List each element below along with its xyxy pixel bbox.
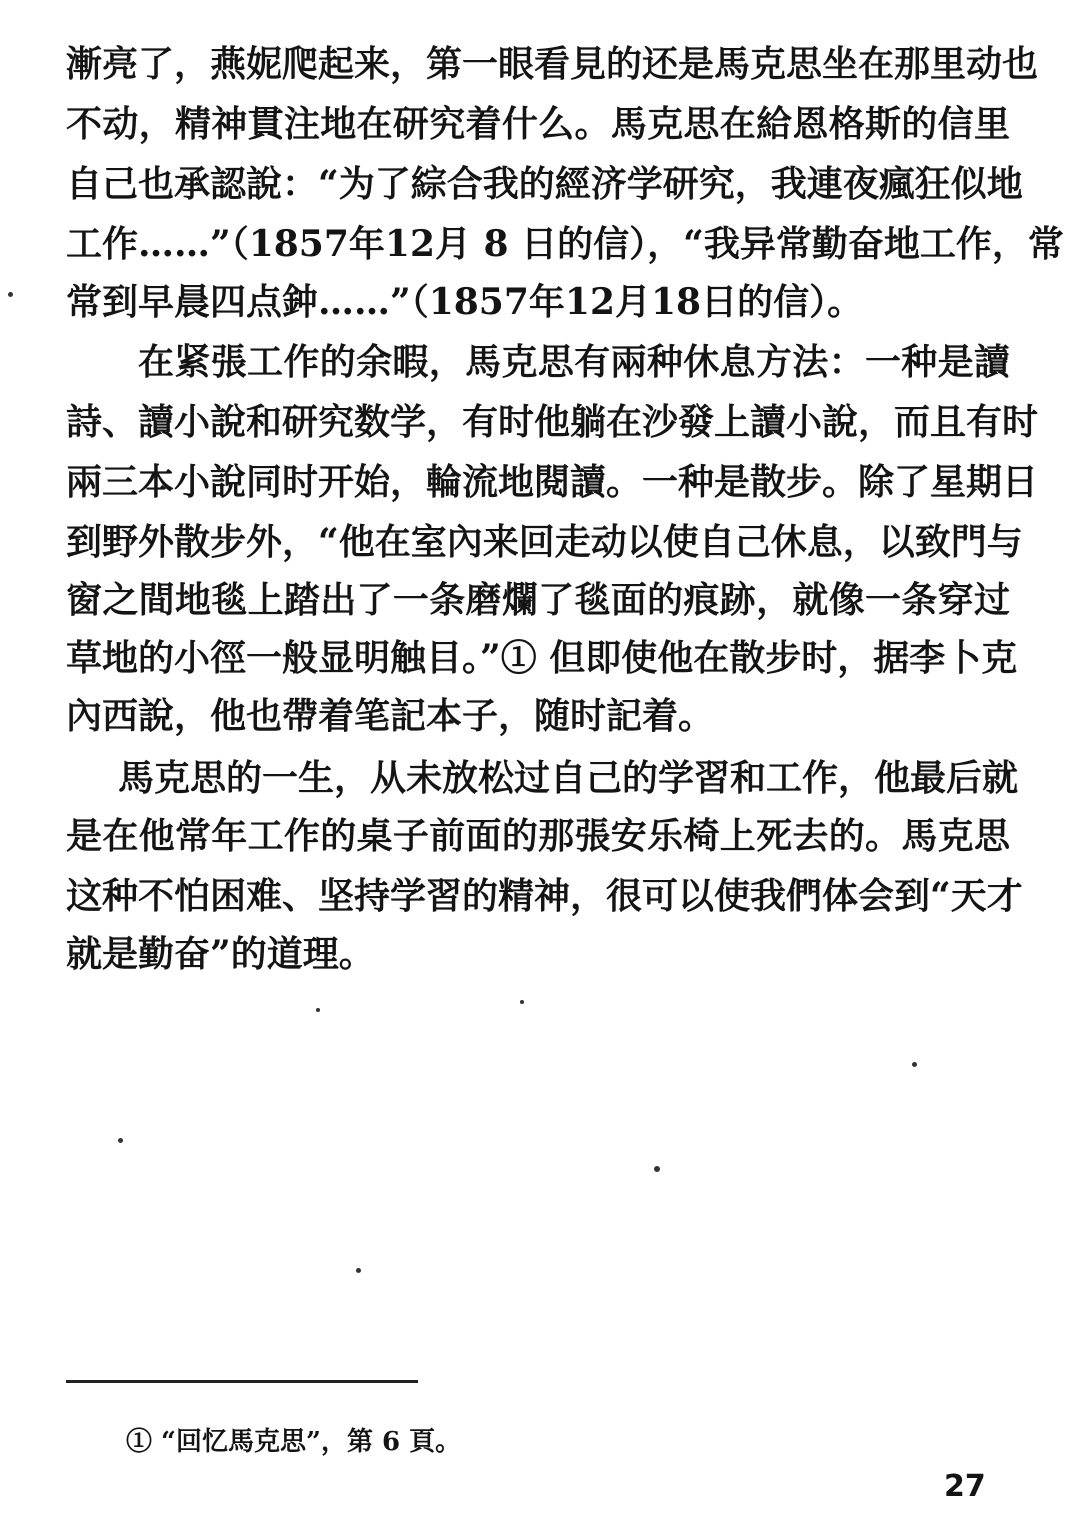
print-speck <box>316 1008 320 1012</box>
text-line: 是在他常年工作的桌子前面的那張安乐椅上死去的。馬克思 <box>66 815 1010 857</box>
text-line: 詩、讀小說和研究数学，有时他躺在沙發上讀小說，而且有时 <box>66 401 1039 443</box>
text-line: 工作……”（1857年12月 8 日的信），“我异常勤奋地工作，常 <box>66 223 1064 265</box>
footnote-divider <box>66 1380 418 1383</box>
paragraph-first-line: 在紧張工作的余暇，馬克思有兩种休息方法：一种是讀 <box>138 341 1010 383</box>
text-line: 常到早晨四点鈡……”（1857年12月18日的信）。 <box>66 281 864 323</box>
footnote: ① “回忆馬克思”，第 6 頁。 <box>126 1427 462 1457</box>
text-line: 漸亮了，燕妮爬起来，第一眼看見的还是馬克思坐在那里动也 <box>66 43 1039 85</box>
print-speck <box>8 292 13 297</box>
text-line: 內西說，他也帶着笔記本子，随时記着。 <box>66 695 715 737</box>
print-speck <box>654 1166 660 1172</box>
paragraph-first-line: 馬克思的一生，从未放松过自己的学習和工作，他最后就 <box>118 757 1019 799</box>
text-line: 就是勤奋”的道理。 <box>66 933 375 975</box>
print-speck <box>912 1062 917 1067</box>
print-speck <box>520 1000 524 1004</box>
text-line: 兩三本小說同时开始，輪流地閱讀。一种是散步。除了星期日 <box>66 461 1039 503</box>
text-line: 窗之間地毯上踏出了一条磨爛了毯面的痕跡，就像一条穿过 <box>66 579 1010 621</box>
print-speck <box>118 1138 123 1143</box>
text-line: 这种不怕困难、坚持学習的精神，很可以使我們体会到“天才 <box>66 875 1023 917</box>
text-line: 不动，精神貫注地在研究着什么。馬克思在給恩格斯的信里 <box>66 103 1010 145</box>
page-number: 27 <box>944 1469 986 1504</box>
text-line: 草地的小徑一般显明触目。”① 但即使他在散步时，据李卜克 <box>66 637 1018 679</box>
text-line: 到野外散步外，“他在室內来回走动以使自己休息，以致門与 <box>66 521 1023 563</box>
text-line: 自己也承認說：“为了綜合我的經济学研究，我連夜瘋狂似地 <box>66 163 1023 205</box>
print-speck <box>356 1268 361 1273</box>
